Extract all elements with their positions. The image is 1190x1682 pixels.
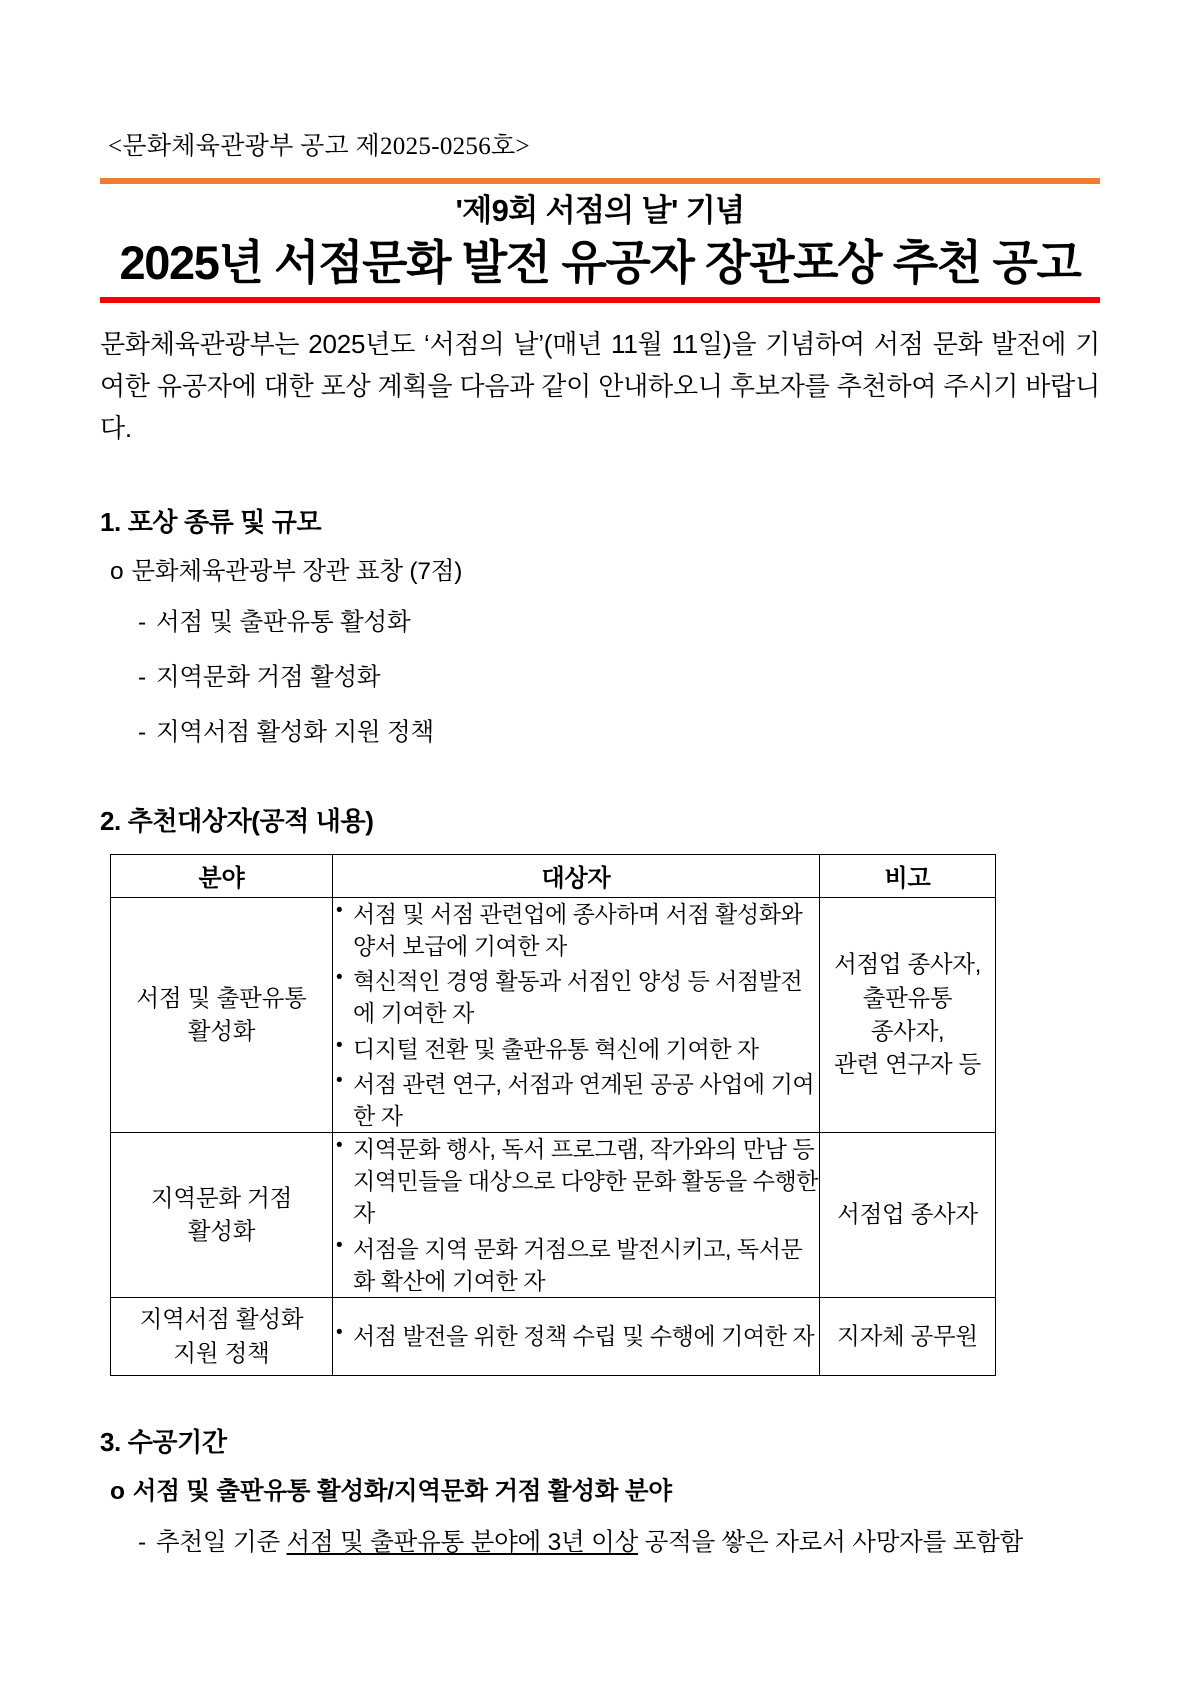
column-header-remark: 비고 (820, 854, 996, 897)
remark-cell (820, 897, 996, 1132)
remark-cell (820, 1298, 996, 1376)
remark-cell (820, 1133, 996, 1298)
list-item: • 혁신적인 경영 활동과 서점인 양성 등 서점발전에 기여한 자 (333, 965, 819, 1029)
field-line: 지역서점 활성화 (139, 1306, 304, 1333)
field-line: 지원 정책 (173, 1339, 270, 1366)
section-1-list (110, 555, 1100, 749)
section-3-sub-list (138, 1526, 1100, 1559)
list-item: • 서점을 지역 문화 거점으로 발전시키고, 독서문화 확산에 기여한 자 (333, 1233, 819, 1297)
section-3-heading: 3. 수공기간 (100, 1427, 227, 1457)
detail-prefix: 추천일 기준 (155, 1529, 287, 1557)
list-item (138, 716, 1100, 749)
table-row (111, 1133, 996, 1298)
table-row (111, 897, 996, 1132)
field-line: 지역문화 거점 (150, 1184, 293, 1211)
table-header-row (111, 854, 996, 897)
page-title: 2025년 서점문화 발전 유공자 장관포상 추천 공고 (119, 235, 1081, 289)
target-cell (333, 897, 820, 1132)
dash-marker: - (138, 1529, 146, 1557)
document-content (100, 132, 1100, 1581)
list-item (110, 555, 1100, 588)
field-line: 활성화 (187, 1017, 256, 1044)
section-1-heading: 1. 포상 종류 및 규모 (100, 506, 322, 537)
remark-line: 종사자, (870, 1017, 945, 1044)
remark-line: 서점업 종사자 (837, 1201, 978, 1228)
list-item: • 디지털 전환 및 출판유통 혁신에 기여한 자 (333, 1033, 819, 1065)
document-number: <문화체육관광부 공고 제2025-0256호> (108, 133, 530, 160)
red-rule-divider (100, 297, 1100, 303)
list-item-label: 서점 및 출판유통 활성화 (155, 608, 411, 636)
list-item (138, 661, 1100, 694)
section-1-sub-list (138, 606, 1100, 749)
target-cell (333, 1298, 820, 1376)
recommendation-table (110, 854, 996, 1376)
list-item: • 서점 관련 연구, 서점과 연계된 공공 사업에 기여한 자 (333, 1068, 819, 1132)
list-item-label: 지역문화 거점 활성화 (155, 663, 381, 691)
target-bullet-list (333, 1320, 819, 1352)
column-header-target: 대상자 (333, 854, 820, 897)
dash-marker: - (138, 608, 146, 636)
column-header-field: 분야 (111, 854, 333, 897)
field-cell (111, 897, 333, 1132)
field-cell (111, 1133, 333, 1298)
list-item: • 지역문화 행사, 독서 프로그램, 작가와의 만남 등 지역민들을 대상으로 다양한 문화 활동을 수행한 자 (333, 1133, 819, 1230)
list-item: • 서점 및 서점 관련업에 종사하며 서점 활성화와 양서 보급에 기여한 자 (333, 898, 819, 962)
list-item-label: 지역서점 활성화 지원 정책 (155, 718, 434, 746)
circle-marker: o (110, 1478, 125, 1505)
section-2-heading: 2. 추천대상자(공적 내용) (100, 805, 374, 836)
list-item (138, 1526, 1100, 1559)
detail-underlined: 서점 및 출판유통 분야에 3년 이상 (286, 1529, 639, 1557)
dash-marker: - (138, 718, 146, 746)
detail-suffix: 공적을 쌓은 자로서 사망자를 포함함 (638, 1529, 1024, 1557)
target-cell (333, 1133, 820, 1298)
document-subtitle: '제9회 서점의 날' 기념 (455, 193, 745, 228)
table-row (111, 1298, 996, 1376)
intro-paragraph: 문화체육관광부는 2025년도 ‘서점의 날’(매년 11월 11일)을 기념하여 서점 문화 발전에 기여한 유공자에 대한 포상 계획을 다음과 같이 안내하오니 후보자를 추천하여 주시기 바랍니다. (100, 329, 1100, 444)
target-bullet-list (333, 898, 819, 1132)
target-bullet-list (333, 1133, 819, 1297)
circle-marker: o (110, 557, 124, 585)
dash-marker: - (138, 663, 146, 691)
title-block (100, 178, 1100, 303)
list-item: • 서점 발전을 위한 정책 수립 및 수행에 기여한 자 (333, 1320, 819, 1352)
remark-line: 출판유통 (862, 984, 953, 1011)
remark-line: 서점업 종사자, (834, 951, 981, 978)
list-item (138, 606, 1100, 639)
list-item-label: 서점 및 출판유통 활성화/지역문화 거점 활성화 분야 (132, 1478, 672, 1505)
field-line: 서점 및 출판유통 (136, 984, 307, 1011)
field-cell (111, 1298, 333, 1376)
field-line: 활성화 (187, 1218, 256, 1245)
remark-line: 지자체 공무원 (837, 1322, 978, 1349)
list-item (110, 1475, 1100, 1508)
section-3-list (110, 1475, 1100, 1559)
remark-line: 관련 연구자 등 (834, 1051, 981, 1078)
list-item-label: 문화체육관광부 장관 표창 (7점) (131, 557, 463, 585)
